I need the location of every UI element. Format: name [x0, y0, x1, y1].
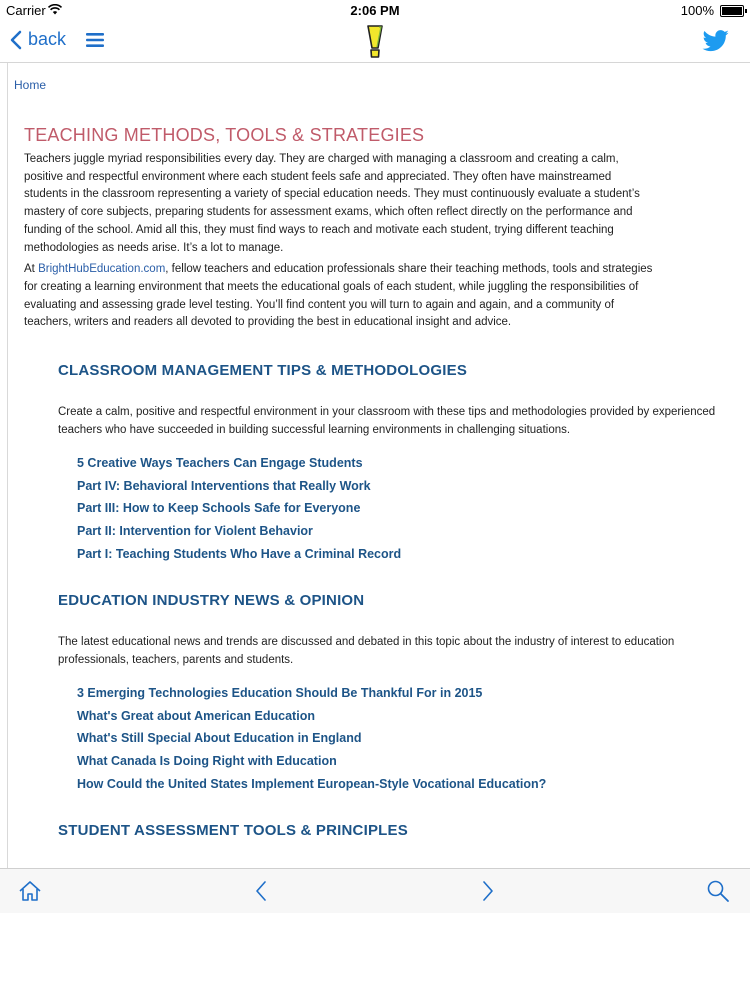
intro-text — [24, 151, 654, 336]
battery-percentage: 100% — [680, 3, 714, 18]
nav-bar — [0, 22, 750, 63]
exclamation-logo-icon[interactable] — [366, 24, 384, 60]
menu-icon[interactable] — [86, 32, 104, 48]
article-content[interactable] — [0, 63, 750, 868]
article-link[interactable]: What's Great about American Education — [77, 708, 315, 723]
section-title-education-news[interactable]: EDUCATION INDUSTRY NEWS & OPINION — [58, 592, 365, 609]
article-list-classroom-management — [77, 452, 401, 565]
article-link[interactable]: Part II: Intervention for Violent Behavior — [77, 524, 313, 539]
article-link[interactable]: What's Still Special About Education in England — [77, 731, 362, 746]
intro-paragraph-2 — [24, 261, 654, 332]
left-divider — [7, 63, 8, 868]
battery-icon — [720, 5, 744, 17]
article-link[interactable]: How Could the United States Implement European-Style Vocational Education? — [77, 776, 547, 791]
article-link[interactable]: Part IV: Behavioral Interventions that Really Work — [77, 478, 371, 493]
chevron-right-icon[interactable] — [482, 880, 494, 902]
intro-prefix: At — [24, 263, 39, 276]
back-button[interactable] — [10, 29, 66, 50]
carrier-label: Carrier — [6, 3, 46, 18]
bottom-toolbar — [0, 868, 750, 913]
article-link[interactable]: Part I: Teaching Students Who Have a Criminal Record — [77, 546, 402, 561]
status-bar — [0, 0, 750, 22]
article-link[interactable]: 3 Emerging Technologies Education Should Be Thankful For in 2015 — [77, 686, 483, 700]
home-icon[interactable] — [18, 879, 42, 903]
back-label: back — [28, 29, 67, 49]
search-icon[interactable] — [706, 879, 730, 903]
article-link[interactable]: What Canada Is Doing Right with Education — [77, 754, 337, 769]
chevron-left-icon[interactable] — [255, 880, 267, 902]
intro-paragraph-1: Teachers juggle myriad responsibilities every day. They are charged with managing a classroom and creating a calm, positive and respectful environment where each student feels safe and appreciated. They often have mainstreamed students in the classroom representing a variety of special education needs. They must continuously evaluate a student’s mastery of core subjects, preparing students for assessment exams, which often reflect directly on the performance and funding of the school. Amid all this, they must find ways to reach and motivate each student, trying different teaching methodologies as needs arise. It’s a lot to manage. — [24, 153, 640, 254]
chevron-left-icon — [10, 30, 22, 50]
page-title: TEACHING METHODS, TOOLS & STRATEGIES — [24, 125, 425, 145]
section-title-student-assessment[interactable]: STUDENT ASSESSMENT TOOLS & PRINCIPLES — [58, 822, 408, 839]
section-title-classroom-management[interactable]: CLASSROOM MANAGEMENT TIPS & METHODOLOGIES — [58, 362, 468, 379]
section-description-classroom-management: Create a calm, positive and respectful environment in your classroom with these tips and methodologies provided by experienced teachers who have succeeded in building successful learning environments in challenging situations. — [58, 406, 716, 436]
section-description-education-news: The latest educational news and trends are discussed and debated in this topic about the industry of interest to education professionals, teachers, parents and students. — [58, 636, 675, 666]
article-link[interactable]: 5 Creative Ways Teachers Can Engage Students — [77, 456, 363, 470]
brighthub-link[interactable]: BrightHubEducation.com — [38, 263, 166, 276]
article-list-education-news — [77, 682, 546, 795]
intro-rest: , fellow teachers and education professionals share their teaching methods, tools and strategies for creating a learning environment that meets the educational goals of each student, while juggling the responsibilities of evaluating and assessing grade level testing. You’ll find content you will turn to again and again, and a community of teachers, writers and readers all devoted to providing the best in educational insight and advice. — [24, 263, 653, 329]
breadcrumb-home-link[interactable]: Home — [14, 78, 47, 92]
twitter-icon[interactable] — [702, 30, 730, 52]
clock: 2:06 PM — [350, 3, 400, 18]
article-link[interactable]: Part III: How to Keep Schools Safe for Everyone — [77, 501, 361, 516]
